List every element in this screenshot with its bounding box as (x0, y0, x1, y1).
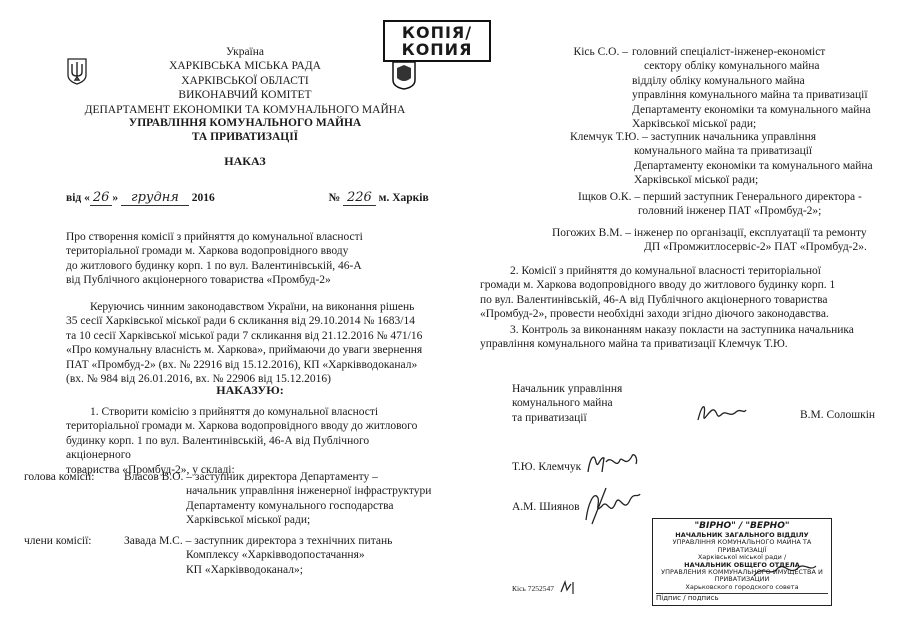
item-line: по вул. Валентинівській, 46-А від Публічного акціонерного товариства (480, 293, 828, 306)
visa-shiyanov-name: А.М. Шиянов (512, 501, 580, 513)
date-year: 2016 (191, 192, 215, 204)
head-signature-icon (692, 398, 748, 428)
member-name: Погожих В.М. – (552, 227, 631, 239)
directorate-title-1: УПРАВЛІННЯ КОМУНАЛЬНОГО МАЙНА (128, 117, 362, 129)
chair-role: голова комісії: (24, 471, 95, 483)
right-page (460, 0, 905, 644)
preamble (66, 300, 434, 386)
stamp-signature-icon (750, 558, 820, 584)
member-position-line: сектору обліку комунального майна (644, 60, 820, 73)
region-name: ХАРКІВСЬКОЇ ОБЛАСТІ (181, 74, 309, 87)
date-sep: » (112, 192, 119, 204)
preamble-line: 35 сесії Харківської міської ради 6 скликання від 29.10.2014 № 1683/14 (66, 315, 415, 328)
commission-chair (24, 470, 444, 528)
item-line: 2. Комісії з прийняття до комунальної власності територіальної (510, 265, 821, 277)
member-position-line: Харківської міської ради; (632, 118, 757, 131)
item-line: будинку корп. 1 по вул. Валентинівській, 46-А від Публічного акціонерного (66, 434, 370, 462)
item-line: 1. Створити комісію з прийняття до комунальної власності (90, 406, 379, 418)
head-name: В.М. Солошкін (800, 409, 876, 421)
order-item-2 (480, 264, 900, 322)
item-line: управління комунального майна та приватизації Клемчук Т.Ю. (480, 338, 788, 351)
stamp-line: Харьковского городского совета (685, 582, 799, 591)
number-value: 226 (343, 190, 376, 206)
committee-name: ВИКОНАВЧИЙ КОМІТЕТ (178, 89, 312, 102)
head-title-line: комунального майна (512, 397, 613, 410)
preamble-line: ПАТ «Промбуд-2» (вх. № 22916 від 15.12.2016), КП «Харківводоканал» (66, 358, 418, 371)
stamp-line: Харківської міської ради / (697, 553, 787, 562)
document-type: НАКАЗ (224, 154, 266, 168)
chair-position-line: Харківської міської ради; (186, 514, 311, 527)
commission-member-pogozhikh (552, 226, 900, 255)
order-item-1 (66, 405, 434, 477)
chair-name: Власов В.О. – заступник директора Департаменту – (124, 471, 378, 483)
member-position-line: КП «Харківводоканал»; (186, 563, 303, 576)
stamp-line: НАЧАЛЬНИК ЗАГАЛЬНОГО ВІДДІЛУ (675, 531, 809, 539)
member-position-line: ДП «Промжитлосервіс-2» ПАТ «Промбуд-2». (644, 241, 867, 254)
chair-position-line: начальник управління інженерної інфраструктури (186, 485, 432, 498)
city-name: м. Харків (378, 192, 429, 204)
member-name: Кісь С.О. – (573, 46, 628, 58)
stamp-line: УПРАВЛЕНИЯ КОММУНАЛЬНОГО ИМУЩЕСТВА И ПРИВАТИЗАЦИИ (661, 568, 823, 584)
member-position-line: відділу обліку комунального майна (632, 74, 805, 87)
directorate-title-2: ТА ПРИВАТИЗАЦІЇ (191, 131, 299, 143)
member-role: члени комісії: (24, 535, 92, 547)
shiyanov-signature-icon (578, 484, 644, 528)
date-line (66, 190, 429, 205)
subject-line: від Публічного акціонерного товариства «Промбуд-2» (66, 274, 331, 287)
stamp-line: НАЧАЛЬНИК ОБЩЕГО ОТДЕЛА (684, 560, 800, 569)
commission-member-ishkov (578, 190, 900, 219)
commission-member-klemchuk (570, 130, 900, 188)
subject-line: до житлового будинку корп. 1 по вул. Валентинівській, 46-А (66, 259, 362, 272)
chair-position-line: Департаменту комунального господарства (186, 499, 394, 512)
preamble-line: та 10 сесії Харківської міської ради 7 скликання від 21.12.2016 № 471/16 (66, 329, 423, 342)
order-subject (66, 230, 386, 288)
commission-member-1 (24, 534, 444, 577)
visa-klemchuk-name: Т.Ю. Клемчук (512, 461, 582, 473)
item-line: 3. Контроль за виконанням наказу покласти на заступника начальника (510, 324, 854, 336)
subject-line: територіальної громади м. Харкова водопровідного вводу (66, 245, 349, 258)
member-position-line: управління комунального майна та приватизації (632, 89, 868, 102)
stamp-sign-label: Підпис / подпись (656, 594, 719, 603)
commission-member-kis (556, 45, 901, 131)
member-position-line: інженер по організації, експлуатації та ремонту (633, 227, 867, 239)
date-day: 26 (90, 190, 113, 206)
member-position-line: перший заступник Генерального директора - (642, 191, 862, 203)
head-title (512, 382, 672, 425)
stamp-header: "ВІРНО" / "ВЕРНО" (694, 521, 790, 531)
member-position-line: заступник начальника управління (650, 131, 817, 143)
head-title-line: та приватизації (512, 411, 587, 424)
subject-line: Про створення комісії з прийняття до комунальної власності (66, 231, 363, 243)
item-line: «Промбуд-2», провести необхідні заходи згідно діючого законодавства. (480, 308, 829, 321)
member-position-line: Департаменту економіки та комунального майна (634, 159, 873, 172)
footer-initials-icon (558, 578, 580, 596)
date-month: грудня (121, 190, 189, 206)
council-name: ХАРКІВСЬКА МІСЬКА РАДА (169, 60, 321, 73)
department-name: ДЕПАРТАМЕНТ ЕКОНОМІКИ ТА КОМУНАЛЬНОГО МАЙНА (84, 103, 406, 116)
date-prefix: від « (66, 192, 90, 204)
head-title-line: Начальник управління (512, 383, 623, 395)
member-position-line: головний спеціаліст-інженер-економіст (632, 46, 826, 58)
stamp-line: УПРАВЛІННЯ КОМУНАЛЬНОГО МАЙНА ТА ПРИВАТИЗАЦІЇ (672, 538, 812, 554)
number-label: № (328, 192, 341, 204)
member-name: Клемчук Т.Ю. – (570, 131, 648, 143)
item-line: територіальної громади м. Харкова водопровідного вводу до житлового (66, 420, 418, 433)
copy-stamp-line2: КОПИЯ (401, 40, 473, 59)
copy-stamp-line1: КОПІЯ/ (401, 23, 473, 42)
item-line: громади м. Харкова водопровідного вводу до житлового будинку корп. 1 (480, 279, 836, 292)
stamp-emblem-icon (391, 60, 417, 90)
order-item-3 (480, 323, 900, 352)
preamble-line: Керуючись чинним законодавством України, на виконання рішень (90, 301, 415, 313)
item-line: товариства «Промбуд-2», у складі: (66, 463, 235, 476)
country-name: Україна (225, 46, 265, 58)
member-name: Завада М.С. – заступник директора з технічних питань (124, 535, 393, 547)
member-position-line: Харківської міської ради; (634, 174, 759, 187)
preamble-line: «Про комунальну власність м. Харкова», приймаючи до уваги звернення (66, 344, 423, 357)
preamble-line: (вх. № 984 від 26.01.2016, вх. № 22906 від 15.12.2016) (66, 373, 331, 386)
member-position-line: Комплексу «Харківводопостачання» (186, 549, 365, 562)
member-position-line: комунального майна та приватизації (634, 145, 813, 158)
member-name: Іщков О.К. – (578, 191, 641, 203)
order-word: НАКАЗУЮ: (216, 383, 284, 397)
member-position-line: Департаменту економіки та комунального майна (632, 103, 871, 116)
footer-note: Кісь 7252547 (512, 584, 554, 593)
klemchuk-signature-icon (582, 448, 640, 478)
member-position-line: головний інженер ПАТ «Промбуд-2»; (638, 205, 822, 218)
